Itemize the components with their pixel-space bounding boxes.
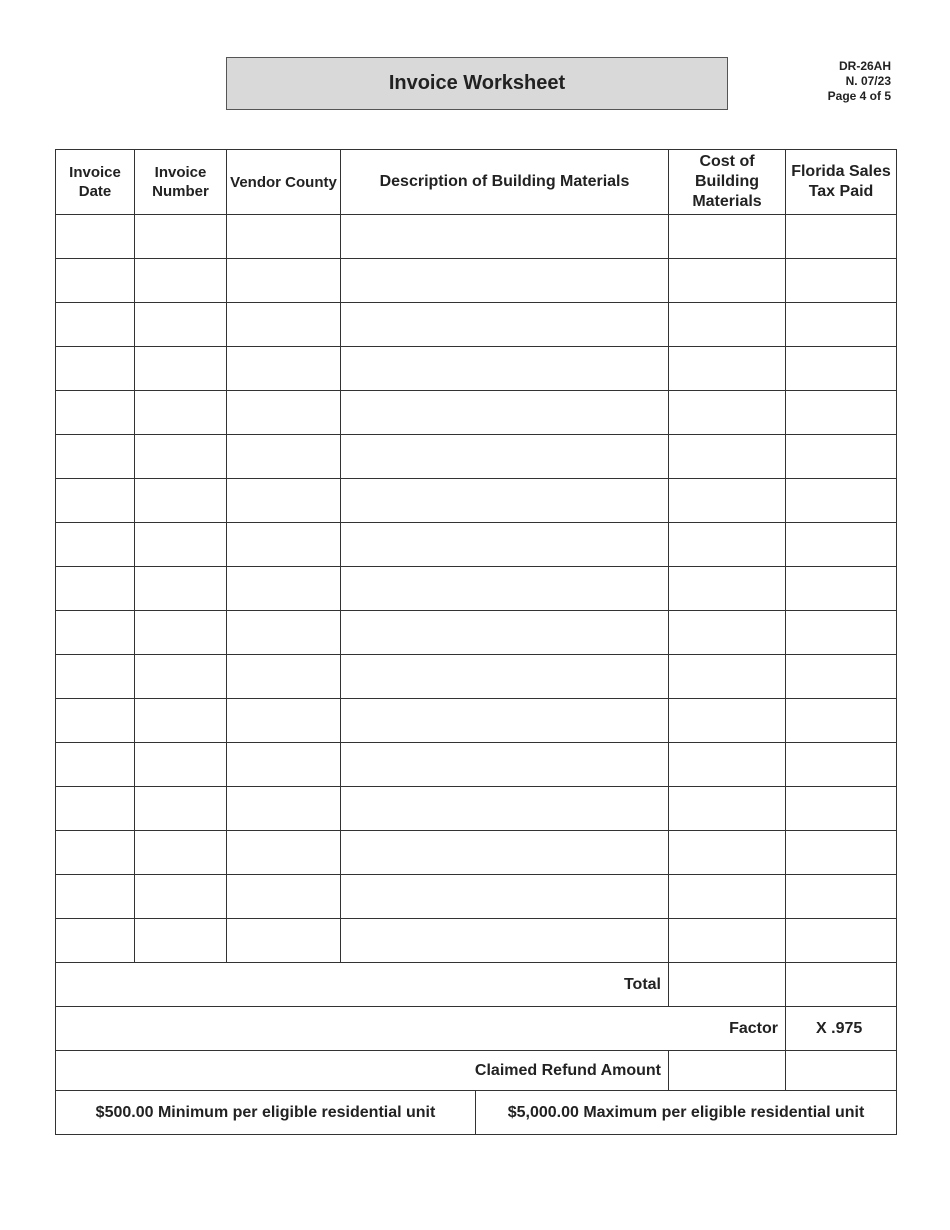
column-header-invoice-date: Invoice Date [56, 150, 135, 215]
vendor-county-field[interactable] [227, 699, 341, 743]
invoice-date-field[interactable] [56, 347, 135, 391]
table-row [56, 479, 897, 523]
sales-tax-field[interactable] [786, 919, 897, 963]
total-label: Total [56, 963, 669, 1007]
table-row [56, 831, 897, 875]
vendor-county-field[interactable] [227, 303, 341, 347]
column-header-vendor-county: Vendor County [227, 150, 341, 215]
description-field[interactable] [341, 787, 669, 831]
description-field[interactable] [341, 743, 669, 787]
cost-field[interactable] [669, 611, 786, 655]
invoice-number-field[interactable] [135, 567, 227, 611]
description-field[interactable] [341, 567, 669, 611]
invoice-number-field[interactable] [135, 435, 227, 479]
sales-tax-field[interactable] [786, 875, 897, 919]
vendor-county-field[interactable] [227, 479, 341, 523]
invoice-date-field[interactable] [56, 919, 135, 963]
table-row [56, 435, 897, 479]
sales-tax-field[interactable] [786, 391, 897, 435]
cost-field[interactable] [669, 215, 786, 259]
cost-field[interactable] [669, 435, 786, 479]
sales-tax-field[interactable] [786, 655, 897, 699]
description-field[interactable] [341, 655, 669, 699]
total-cost-field[interactable] [669, 963, 786, 1007]
invoice-date-field[interactable] [56, 611, 135, 655]
description-field[interactable] [341, 303, 669, 347]
table-row [56, 743, 897, 787]
cost-field[interactable] [669, 259, 786, 303]
sales-tax-field[interactable] [786, 435, 897, 479]
cost-field[interactable] [669, 391, 786, 435]
cost-field[interactable] [669, 303, 786, 347]
cost-field[interactable] [669, 743, 786, 787]
page-title: Invoice Worksheet [226, 57, 728, 110]
sales-tax-field[interactable] [786, 743, 897, 787]
table-row [56, 259, 897, 303]
invoice-date-field[interactable] [56, 743, 135, 787]
invoice-date-field[interactable] [56, 787, 135, 831]
cost-field[interactable] [669, 919, 786, 963]
column-header-cost: Cost of Building Materials [669, 150, 786, 215]
table-row [56, 919, 897, 963]
table-row [56, 655, 897, 699]
column-header-sales-tax: Florida Sales Tax Paid [786, 150, 897, 215]
description-field[interactable] [341, 435, 669, 479]
sales-tax-field[interactable] [786, 347, 897, 391]
cost-field[interactable] [669, 567, 786, 611]
table-row [56, 215, 897, 259]
sales-tax-field[interactable] [786, 611, 897, 655]
invoice-number-field[interactable] [135, 259, 227, 303]
cost-field[interactable] [669, 699, 786, 743]
invoice-number-field[interactable] [135, 919, 227, 963]
description-field[interactable] [341, 215, 669, 259]
invoice-date-field[interactable] [56, 655, 135, 699]
invoice-number-field[interactable] [135, 611, 227, 655]
limits-table [55, 1090, 897, 1135]
vendor-county-field[interactable] [227, 655, 341, 699]
sales-tax-field[interactable] [786, 567, 897, 611]
total-tax-field[interactable] [786, 963, 897, 1007]
invoice-date-field[interactable] [56, 523, 135, 567]
vendor-county-field[interactable] [227, 875, 341, 919]
vendor-county-field[interactable] [227, 567, 341, 611]
table-row [56, 875, 897, 919]
vendor-county-field[interactable] [227, 743, 341, 787]
minimum-limit-note: $500.00 Minimum per eligible residential unit [56, 1091, 476, 1135]
claimed-refund-extra-field[interactable] [786, 1051, 897, 1091]
invoice-number-field[interactable] [135, 787, 227, 831]
invoice-number-field[interactable] [135, 391, 227, 435]
cost-field[interactable] [669, 831, 786, 875]
factor-label: Factor [56, 1007, 786, 1051]
invoice-date-field[interactable] [56, 831, 135, 875]
invoice-number-field[interactable] [135, 655, 227, 699]
table-row [56, 787, 897, 831]
invoice-number-field[interactable] [135, 347, 227, 391]
invoice-number-field[interactable] [135, 743, 227, 787]
claimed-refund-label: Claimed Refund Amount [56, 1051, 669, 1091]
invoice-number-field[interactable] [135, 523, 227, 567]
invoice-table [55, 149, 897, 1091]
factor-value: X .975 [786, 1007, 897, 1051]
description-field[interactable] [341, 699, 669, 743]
description-field[interactable] [341, 875, 669, 919]
vendor-county-field[interactable] [227, 391, 341, 435]
vendor-county-field[interactable] [227, 259, 341, 303]
table-row [56, 567, 897, 611]
invoice-date-field[interactable] [56, 303, 135, 347]
sales-tax-field[interactable] [786, 831, 897, 875]
cost-field[interactable] [669, 479, 786, 523]
factor-row [56, 1007, 897, 1051]
description-field[interactable] [341, 919, 669, 963]
cost-field[interactable] [669, 875, 786, 919]
sales-tax-field[interactable] [786, 259, 897, 303]
sales-tax-field[interactable] [786, 215, 897, 259]
table-row [56, 347, 897, 391]
form-revision: N. 07/23 [845, 74, 891, 88]
vendor-county-field[interactable] [227, 831, 341, 875]
sales-tax-field[interactable] [786, 479, 897, 523]
description-field[interactable] [341, 831, 669, 875]
description-field[interactable] [341, 611, 669, 655]
cost-field[interactable] [669, 523, 786, 567]
column-header-invoice-number: Invoice Number [135, 150, 227, 215]
invoice-date-field[interactable] [56, 479, 135, 523]
invoice-number-field[interactable] [135, 479, 227, 523]
table-row [56, 391, 897, 435]
vendor-county-field[interactable] [227, 347, 341, 391]
invoice-number-field[interactable] [135, 831, 227, 875]
sales-tax-field[interactable] [786, 787, 897, 831]
maximum-limit-note: $5,000.00 Maximum per eligible residential unit [476, 1091, 897, 1135]
form-identifier [828, 59, 891, 104]
invoice-date-field[interactable] [56, 215, 135, 259]
cost-field[interactable] [669, 787, 786, 831]
sales-tax-field[interactable] [786, 523, 897, 567]
table-header-row [56, 150, 897, 215]
cost-field[interactable] [669, 347, 786, 391]
invoice-number-field[interactable] [135, 303, 227, 347]
invoice-date-field[interactable] [56, 875, 135, 919]
invoice-number-field[interactable] [135, 875, 227, 919]
cost-field[interactable] [669, 655, 786, 699]
form-number: DR-26AH [838, 59, 891, 73]
vendor-county-field[interactable] [227, 787, 341, 831]
sales-tax-field[interactable] [786, 303, 897, 347]
description-field[interactable] [341, 347, 669, 391]
claimed-refund-row [56, 1051, 897, 1091]
claimed-refund-amount-field[interactable] [669, 1051, 786, 1091]
invoice-number-field[interactable] [135, 215, 227, 259]
table-body [56, 215, 897, 963]
table-row [56, 699, 897, 743]
vendor-county-field[interactable] [227, 435, 341, 479]
page-number: Page 4 of 5 [827, 89, 891, 103]
vendor-county-field[interactable] [227, 919, 341, 963]
vendor-county-field[interactable] [227, 215, 341, 259]
invoice-date-field[interactable] [56, 259, 135, 303]
column-header-description: Description of Building Materials [341, 150, 669, 215]
description-field[interactable] [341, 259, 669, 303]
invoice-number-field[interactable] [135, 699, 227, 743]
vendor-county-field[interactable] [227, 523, 341, 567]
description-field[interactable] [341, 523, 669, 567]
table-row [56, 523, 897, 567]
description-field[interactable] [341, 391, 669, 435]
description-field[interactable] [341, 479, 669, 523]
vendor-county-field[interactable] [227, 611, 341, 655]
invoice-date-field[interactable] [56, 699, 135, 743]
invoice-date-field[interactable] [56, 391, 135, 435]
limits-row [56, 1091, 897, 1135]
total-row [56, 963, 897, 1007]
invoice-date-field[interactable] [56, 567, 135, 611]
invoice-date-field[interactable] [56, 435, 135, 479]
table-row [56, 611, 897, 655]
sales-tax-field[interactable] [786, 699, 897, 743]
table-row [56, 303, 897, 347]
